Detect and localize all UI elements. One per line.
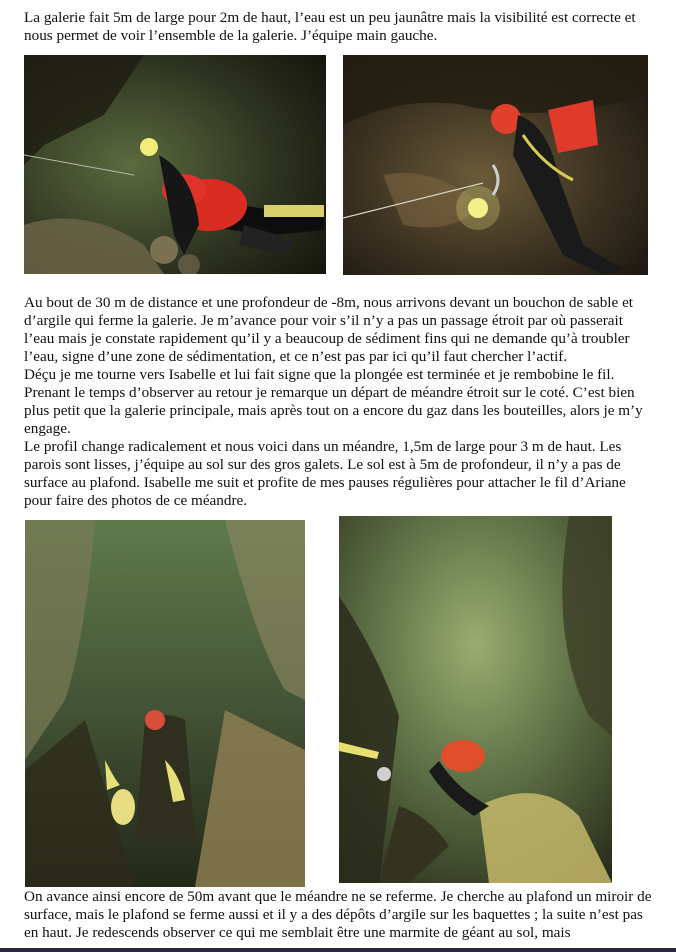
photo-diver-red-tanks-left <box>24 55 326 274</box>
photo-meandre-diver-descending <box>339 516 612 883</box>
paragraph-intro: La galerie fait 5m de large pour 2m de haut, l’eau est un peu jaunâtre mais la visibilité est correcte et nous permet de voir l’ensemble de la galerie. J’équipe main gauche. <box>24 9 636 44</box>
bottom-border <box>0 948 676 952</box>
paragraph-main-line-2: Déçu je me tourne vers Isabelle et lui fait signe que la plongée est terminée et je rembobine le fil. Prenant le temps d’observer au retour je remarque un départ de méandre étroit sur le coté. C’est bien plus petit que la galerie principale, mais après tout on a encore du gaz dans les bouteilles, alors je m’y engage. <box>24 366 643 437</box>
paragraph-main-line-3: Le profil change radicalement et nous voici dans un méandre, 1,5m de large pour 3 m de haut. Les parois sont lisses, j’équipe au sol sur des gros galets. Le sol est à 5m de profondeur, il n’y a pas de surface au plafond. Isabelle me suit et profite de mes pauses régulières pour attacher le fil d’Ariane pour faire des photos de ce méandre. <box>24 438 626 509</box>
photo-meandre-diver-from-above <box>25 520 305 887</box>
paragraph-main-line-1: Au bout de 30 m de distance et une profondeur de -8m, nous arrivons devant un bouchon de sable et d’argile qui ferme la galerie. Je m’avance pour voir s’il n’y a pas un passage étroit par où passerait l’eau mais je constate rapidement qu’il y a beaucoup de sédiment fins qui ne demande qu’à troubler l’eau, signe d’une zone de sédimentation, et ce n’est pas par ici qu’il faut chercher l’actif. <box>24 294 634 365</box>
photo-diver-orange-helmet <box>343 55 648 275</box>
paragraph-main <box>24 294 654 510</box>
paragraph-conclusion: On avance ainsi encore de 50m avant que le méandre ne se referme. Je cherche au plafond un miroir de surface, mais le plafond se ferme aussi et il y a des dépôts d’argile sur les baquettes ; la suite n’est pas en haut. Je redescends observer ce qui me semblait être une marmite de géant au sol, mais <box>24 888 652 941</box>
